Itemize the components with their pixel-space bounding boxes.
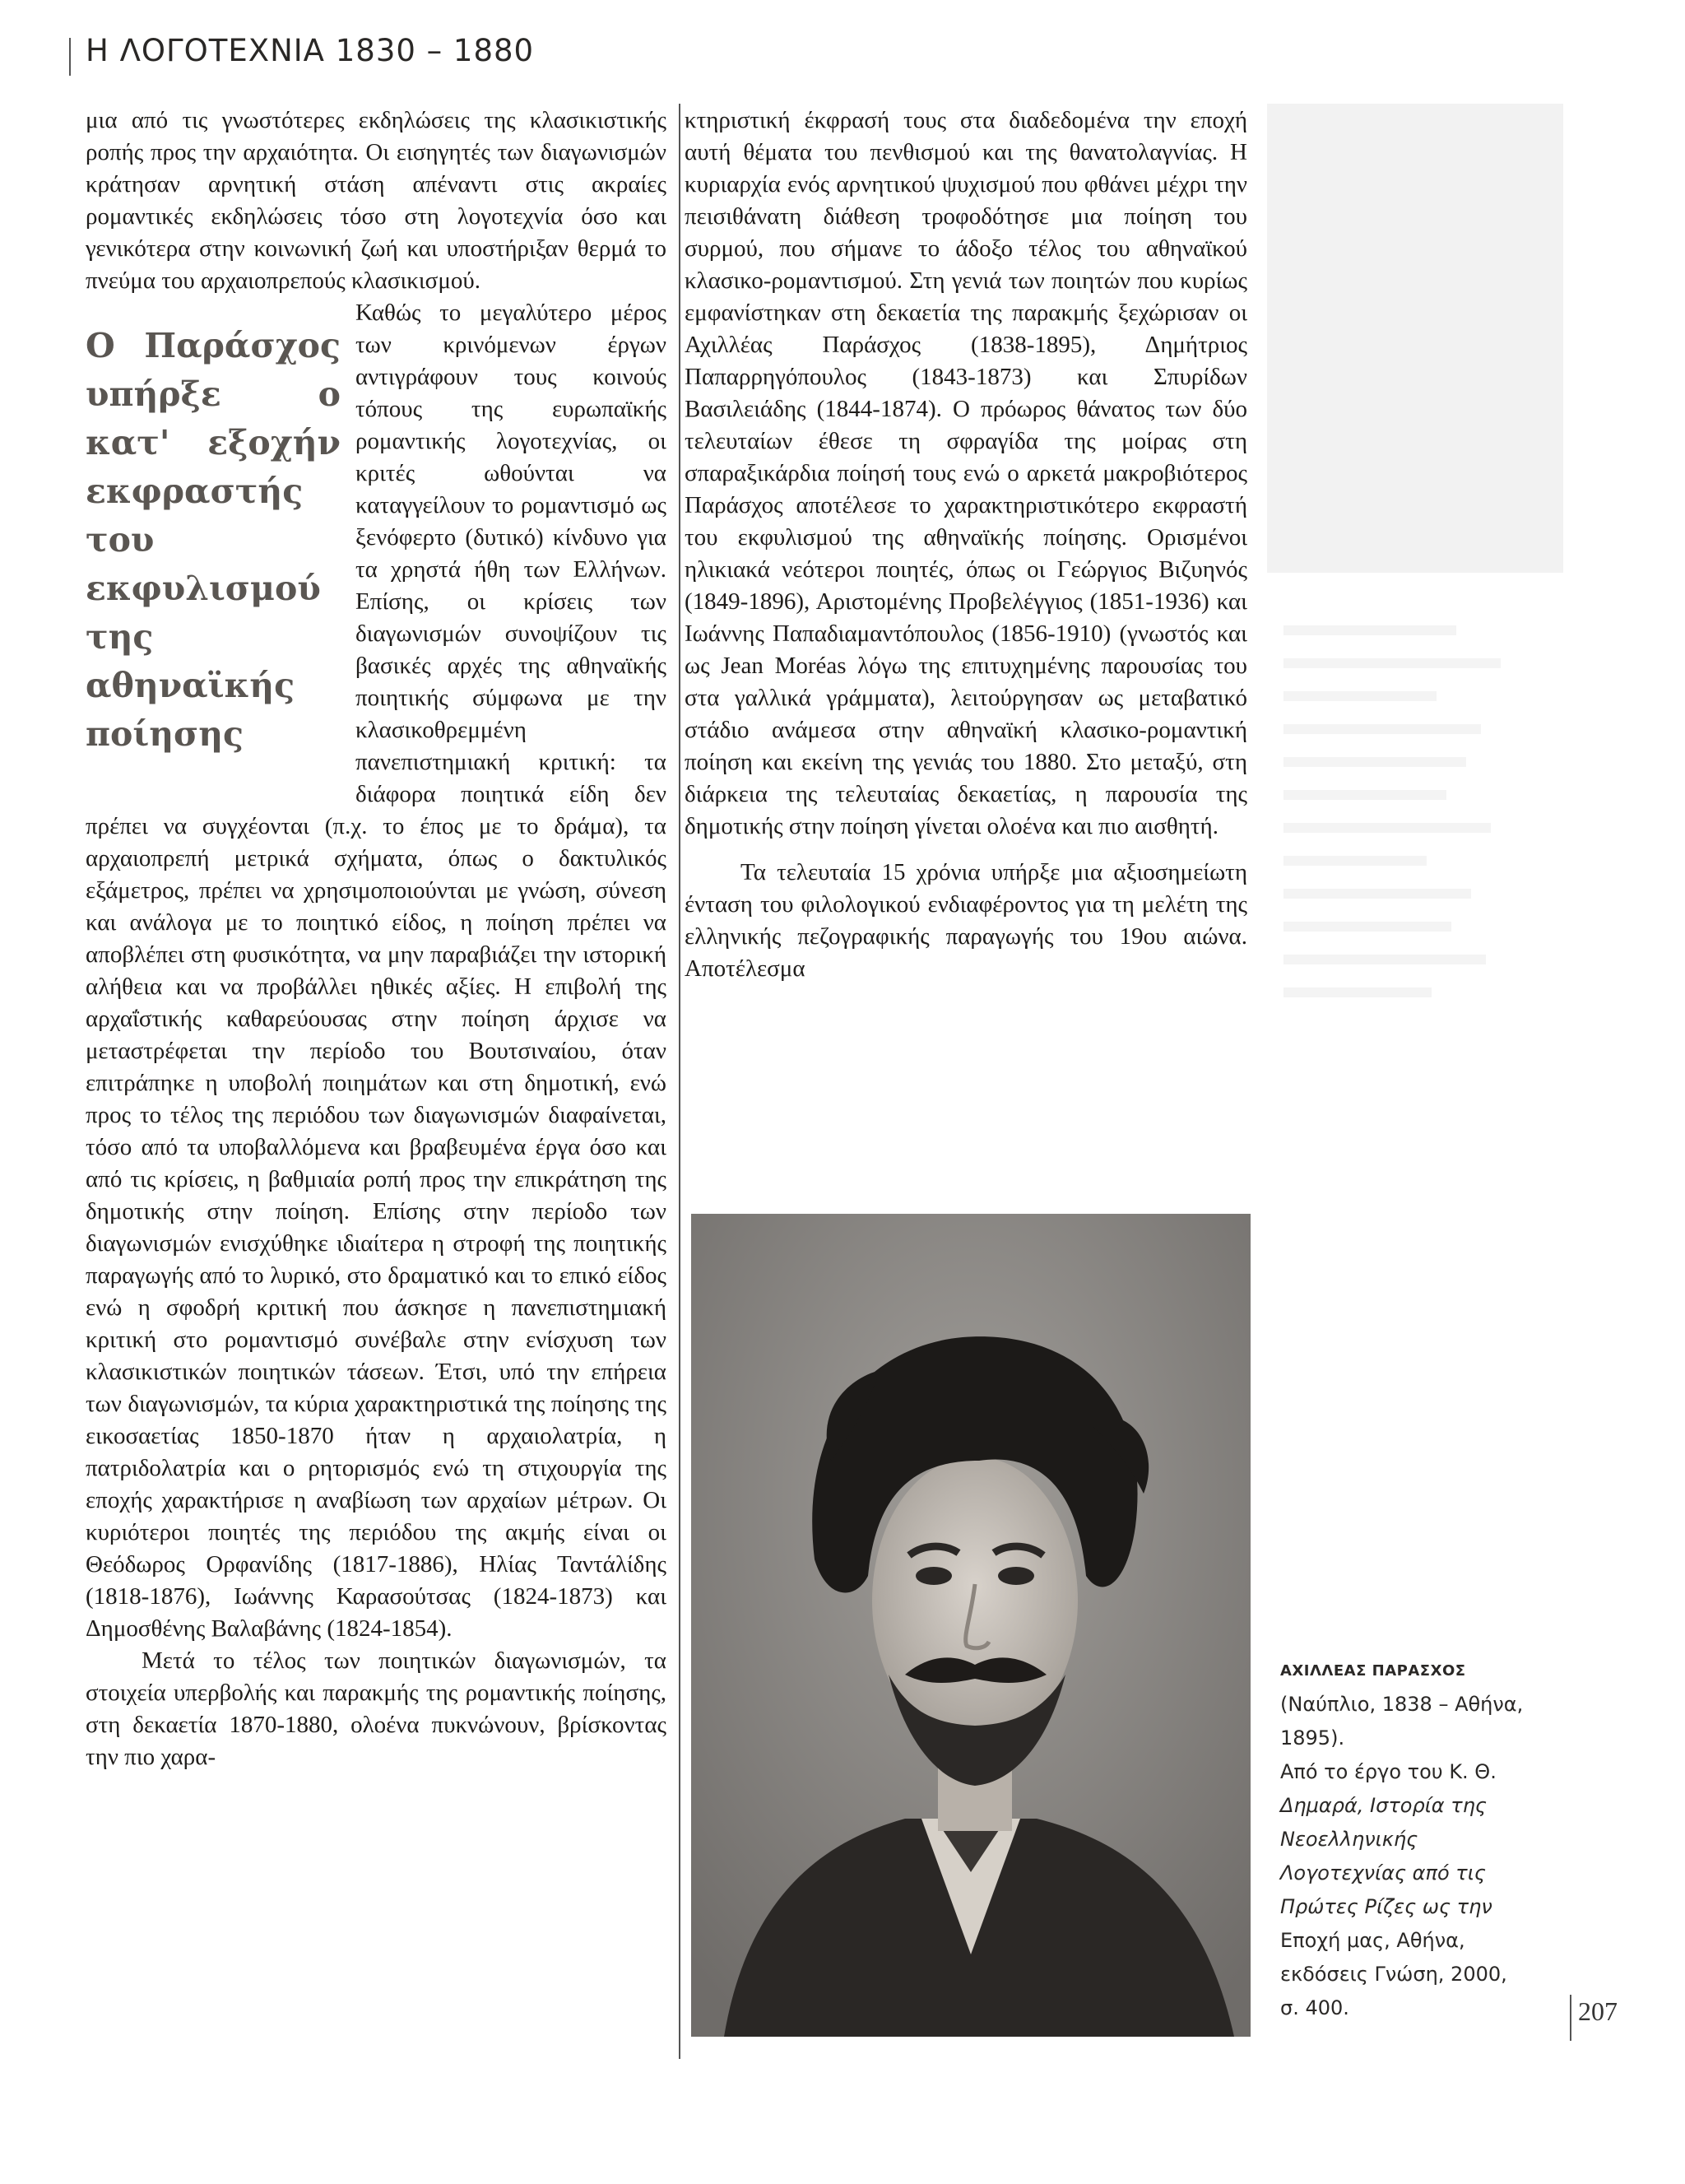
portrait-photo-icon [691, 1214, 1251, 2037]
caption-line: Δημαρά, Ιστορία της [1280, 1794, 1488, 1817]
caption-line: εκδόσεις Γνώση, 2000, [1280, 1963, 1507, 1986]
caption-line: 1895). [1280, 1726, 1345, 1750]
caption-line: Λογοτεχνίας από τις [1280, 1861, 1486, 1884]
caption-line: Πρώτες Ρίζες ως την [1280, 1895, 1492, 1918]
page-number: 207 [1578, 1996, 1618, 2026]
left-column [86, 105, 666, 1773]
caption-line: Από το έργο του Κ. Θ. [1280, 1760, 1497, 1783]
page-number-rule [1570, 1995, 1571, 2041]
header-rule [69, 38, 71, 76]
caption-line: σ. 400. [1280, 1996, 1349, 2019]
bleed-through-lines [1283, 625, 1530, 1020]
caption-line: (Ναύπλιο, 1838 – Αθήνα, [1280, 1693, 1524, 1716]
right-column [685, 105, 1247, 985]
left-paragraph-intro: μια από τις γνωστότερες εκδηλώσεις της κλασικιστικής ροπής προς την αρχαιότητα. Οι εισηγητές των διαγωνισμών κράτησαν αρνητική στάση απέναντι στις ακραίες ρομαντικές εκδηλώσεις τόσο στη λογοτεχνία όσο και γενικότερα στην κοινωνική ζωή και υποστήριξαν θερμά το πνεύμα του αρχαιοπρεπούς κλασικισμού. [86, 107, 666, 294]
caption-line: Νεοελληνικής [1280, 1828, 1418, 1851]
caption-name: ΑΧΙΛΛΕΑΣ ΠΑΡΑΣΧΟΣ [1280, 1662, 1466, 1680]
column-divider [679, 104, 680, 2059]
photo-caption [1280, 1654, 1560, 2025]
running-header: Η ΛΟΓΟΤΕΧΝΙΑ 1830 – 1880 [86, 33, 535, 68]
right-paragraph-1: κτηριστική έκφρασή τους στα διαδεδομένα την εποχή αυτή θέματα του πενθισμού και της θανατολαγνίας. Η κυριαρχία ενός αρνητικού ψυχισμού που φθάνει μέχρι την πεισιθάνατη διάθεση τροφοδότησε μια ποίηση του συρμού, που σήμανε το άδοξο τέλος του αθηναϊκού κλασικο-ρομαντισμού. Στη γενιά των ποιητών που κυρίως εμφανίστηκαν στη δεκαετία της παρακμής ξεχώρισαν οι Αχιλλέας Παράσχος (1838-1895), Δημήτριος Παπαρρηγόπουλος (1843-1873) και Σπυρίδων Βασιλειάδης (1844-1874). Ο πρόωρος θάνατος των δύο τελευταίων έθεσε τη σφραγίδα της μοίρας στη σπαραξικάρδια ποίησή τους ενώ ο αρκετά μακροβιότερος Παράσχος αποτέλεσε το χαρακτηριστικότερο εκφραστή του εκφυλισμού της αθηναϊκής ποίησης. Ορισμένοι ηλικιακά νεότεροι ποιητές, όπως οι Γεώργιος Βιζυηνός (1849-1896), Αριστομένης Προβελέγγιος (1851-1936) και Ιωάννης Παπαδιαμαντόπουλος (1856-1910) (γνωστός και ως Jean Moréas λόγω της επιτυχημένης παρουσίας του στα γαλλικά γράμματα), λειτούργησαν ως μεταβατικό στάδιο ανάμεσα στην αθηναϊκή κλασικο-ρομαντική ποίηση και εκείνη της γενιάς του 1880. Στο μεταξύ, στη διάρκεια της τελευταίας δεκαετίας, η παρουσία της δημοτικής στην ποίηση γίνεται ολοένα και πιο αισθητή. [685, 107, 1247, 839]
pull-quote: Ο Παράσχος υπήρξε ο κατ' εξοχήν εκφραστής του εκφυλισμού της αθηναϊκής ποίησης [86, 326, 341, 754]
caption-line: Εποχή μας, Αθήνα, [1280, 1929, 1465, 1952]
right-paragraph-2: Τα τελευταία 15 χρόνια υπήρξε μια αξιοσημείωτη ένταση του φιλολογικού ενδιαφέροντος για τη μελέτη της ελληνικής πεζογραφικής παραγωγής του 19ου αιώνα. Αποτέλεσμα [685, 859, 1247, 982]
bleed-through-panel [1267, 104, 1563, 573]
left-paragraph-main: Καθώς το μεγαλύτερο μέρος των κρινόμενων έργων αντιγράφουν τους κοινούς τόπους της ευρωπαϊκής ρομαντικής λογοτεχνίας, οι κριτές ωθούνται να καταγγείλουν το ρομαντισμό ως ξενόφερτο (δυτικό) κίνδυνο για τα χρηστά ήθη των Ελλήνων. Επίσης, οι κρίσεις των διαγωνισμών συνοψίζουν τις βασικές αρχές της αθηναϊκής ποιητικής σύμφωνα με την κλασικοθρεμμένη πανεπιστημιακή κριτική: τα διάφορα ποιητικά είδη δεν πρέπει να συγχέονται (π.χ. το έπος με το δράμα), τα αρχαιοπρεπή μετρικά σχήματα, όπως ο δακτυλικός εξάμετρος, πρέπει να χρησιμοποιούνται με γνώση, σύνεση και ανάλογα με το ποιητικό είδος, η ποίηση πρέπει να αποβλέπει στη φυσικότητα, να μην παραβιάζει την ιστορική αλήθεια και να προβάλλει ηθικές αξίες. Η επιβολή της αρχαΐστικής καθαρεύουσας στην ποίηση άρχισε να μεταστρέφεται την περίοδο του Βουτσιναίου, όταν επιτράπηκε η υποβολή ποιημάτων και στη δημοτική, ενώ προς το τέλος της περιόδου των διαγωνισμών διαφαίνεται, τόσο από τα υποβαλλόμενα και βραβευμένα έργα όσο και από τις κρίσεις, η βαθμιαία ροπή προς την επικράτηση της δημοτικής στην ποίηση. Επίσης στην περίοδο των διαγωνισμών ενισχύθηκε ιδιαίτερα η στροφή της ποιητικής παραγωγής από το λυρικό, στο δραματικό και το επικό είδος ενώ η σφοδρή κριτική που άσκησε η πανεπιστημιακή κριτική στο ρομαντισμό συνέβαλε στην ενίσχυση των κλασικιστικών ποιητικών τάσεων. Έτσι, υπό την επήρεια των διαγωνισμών, τα κύρια χαρακτηριστικά της ποίησης της εικοσαετίας 1850-1870 ήταν η αρχαιολατρία, η πατριδολατρία και ο ρητορισμός ενώ τη στιχουργία της εποχής χαρακτήρισε η αναβίωση των αρχαίων μέτρων. Οι κυριότεροι ποιητές της περιόδου της ακμής είναι οι Θεόδωρος Ορφανίδης (1817-1886), Ηλίας Ταντάλίδης (1818-1876), Ιωάννης Καρασούτσας (1824-1873) και Δημοσθένης Βαλαβάνης (1824-1854). [86, 300, 666, 1642]
left-paragraph-continued: Μετά το τέλος των ποιητικών διαγωνισμών, τα στοιχεία υπερβολής και παρακμής της ρομαντικής ποίησης, στη δεκαετία 1870-1880, ολοένα πυκνώνουν, βρίσκοντας την πιο χαρα- [86, 1647, 666, 1770]
portrait-photo [691, 1214, 1251, 2037]
